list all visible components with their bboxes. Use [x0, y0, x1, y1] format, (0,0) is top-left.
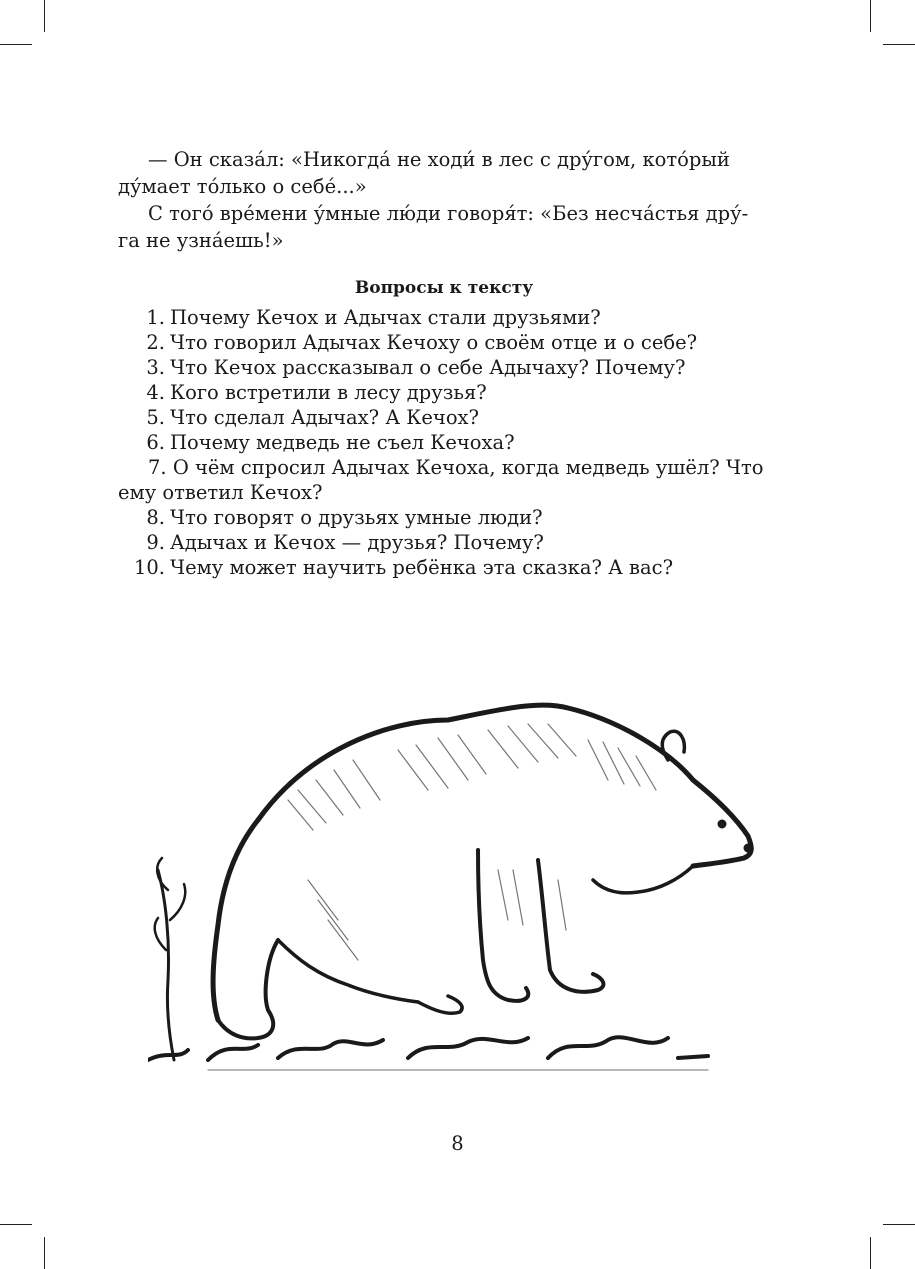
text-line: га не узна́ешь!»: [118, 229, 284, 252]
page-number: 8: [451, 1132, 464, 1155]
paragraph: [118, 200, 770, 254]
question-number: 8.: [146, 506, 165, 529]
question-text: Адычах и Кечох — друзья? Почему?: [170, 531, 544, 554]
question-item: [118, 430, 770, 455]
text-line: ду́мает то́лько о себе́...»: [118, 175, 367, 198]
question-text: Почему Кечох и Адычах стали друзьями?: [170, 306, 601, 329]
crop-mark: [883, 44, 915, 45]
crop-mark: [870, 1237, 871, 1269]
questions-list: [118, 305, 770, 580]
question-number: 1.: [146, 306, 165, 329]
questions-heading: Вопросы к тексту: [354, 278, 534, 298]
question-number: 2.: [146, 331, 165, 354]
crop-mark: [44, 0, 45, 32]
crop-mark: [870, 0, 871, 32]
question-item: [118, 380, 770, 405]
paragraph: [118, 146, 770, 200]
text-line: — Он сказа́л: «Никогда́ не ходи́ в лес с дру́гом, кото́рый: [148, 148, 730, 171]
question-text: Чему может научить ребёнка эта сказка? А вас?: [170, 556, 674, 579]
question-text: Почему медведь не съел Кечоха?: [170, 431, 515, 454]
question-item: [118, 530, 770, 555]
question-item: [118, 505, 770, 530]
crop-mark: [0, 1224, 32, 1225]
question-number: 5.: [146, 406, 165, 429]
question-item: [118, 455, 770, 505]
question-number: 10.: [133, 556, 165, 579]
question-number: 3.: [146, 356, 165, 379]
question-text: О чём спросил Адычах Кечоха, когда медведь ушёл? Что ему ответил Кечох?: [118, 456, 764, 504]
question-number: 7.: [148, 456, 167, 479]
question-item: [118, 405, 770, 430]
question-number: 9.: [146, 531, 165, 554]
story-ending: [118, 146, 770, 254]
crop-mark: [883, 1224, 915, 1225]
question-item: [118, 305, 770, 330]
crop-mark: [44, 1237, 45, 1269]
question-number: 4.: [146, 381, 165, 404]
question-text: Что говорят о друзьях умные люди?: [170, 506, 543, 529]
text-line: С того́ вре́мени у́мные лю́ди говоря́т: «Без несча́стья дру́-: [148, 202, 749, 225]
question-item: [118, 330, 770, 355]
question-text: Что Кечох рассказывал о себе Адычаху? Почему?: [170, 356, 686, 379]
question-item: [118, 555, 770, 580]
question-text: Что сделал Адычах? А Кечох?: [170, 406, 480, 429]
bear-illustration: [148, 640, 768, 1100]
question-number: 6.: [146, 431, 165, 454]
crop-mark: [0, 44, 32, 45]
question-item: [118, 355, 770, 380]
question-text: Что говорил Адычах Кечоху о своём отце и о себе?: [170, 331, 698, 354]
question-text: Кого встретили в лесу друзья?: [170, 381, 487, 404]
